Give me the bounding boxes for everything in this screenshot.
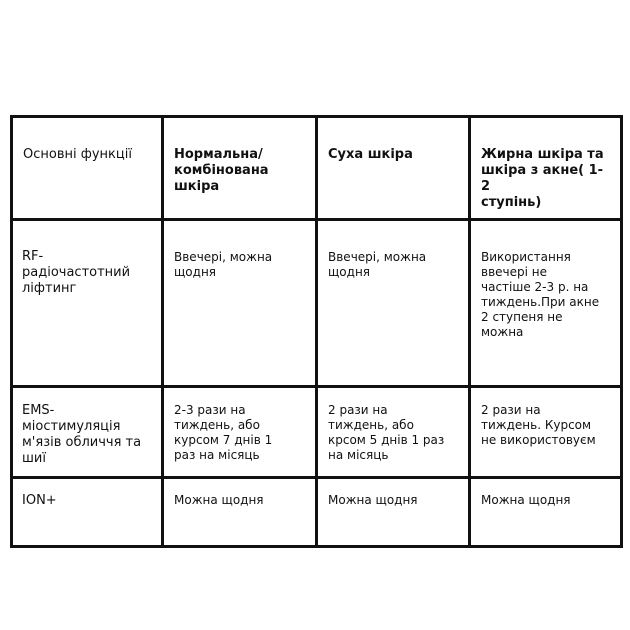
header-dry-skin-label: Суха шкіра — [328, 147, 413, 162]
table-cell-oily — [470, 477, 622, 546]
table-row-ion — [12, 477, 622, 546]
header-cell-dry-skin — [317, 117, 470, 220]
row-label: EMS- міостимуляція м'язів обличчя та шиї — [22, 402, 142, 466]
table-cell-oily — [470, 220, 622, 386]
row-label: ION+ — [22, 492, 57, 508]
cell-text: Можна щодня — [328, 492, 418, 507]
cell-text: Ввечері, можна щодня — [174, 250, 273, 280]
header-oily-skin-label: Жирна шкіра та шкіра з акне( 1-2 ступінь) — [481, 147, 604, 210]
cell-text: Використання ввечері не частіше 2-3 р. на тиждень.При акне 2 ступеня не можна — [481, 250, 600, 340]
cell-text: 2 рази на тиждень, або крсом 5 днів 1 раз на місяць — [328, 402, 445, 462]
row-label-cell — [12, 386, 163, 477]
table-cell-normal — [163, 220, 317, 386]
table-cell-oily — [470, 386, 622, 477]
row-label-cell — [12, 477, 163, 546]
header-functions-label: Основні функції — [23, 147, 132, 162]
table-cell-dry — [317, 386, 470, 477]
table-row-rf-lifting — [12, 220, 622, 386]
row-label: RF- радіочастотний ліфтинг — [22, 249, 131, 297]
cell-text: Ввечері, можна щодня — [328, 250, 427, 280]
header-normal-skin-label: Нормальна/ комбінована шкіра — [174, 147, 269, 194]
table-cell-dry — [317, 220, 470, 386]
cell-text: Можна щодня — [481, 492, 571, 507]
skin-functions-table — [10, 115, 623, 548]
cell-text: 2 рази на тиждень. Курсом не використовуєм — [481, 402, 596, 447]
table-cell-normal — [163, 477, 317, 546]
header-cell-functions — [12, 117, 163, 220]
row-label-cell — [12, 220, 163, 386]
cell-text: Можна щодня — [174, 492, 264, 507]
table-cell-normal — [163, 386, 317, 477]
header-row — [12, 117, 622, 220]
header-cell-normal-skin — [163, 117, 317, 220]
cell-text: 2-3 рази на тиждень, або курсом 7 днів 1 раз на місяць — [174, 402, 273, 462]
table-cell-dry — [317, 477, 470, 546]
header-cell-oily-skin — [470, 117, 622, 220]
table-row-ems — [12, 386, 622, 477]
